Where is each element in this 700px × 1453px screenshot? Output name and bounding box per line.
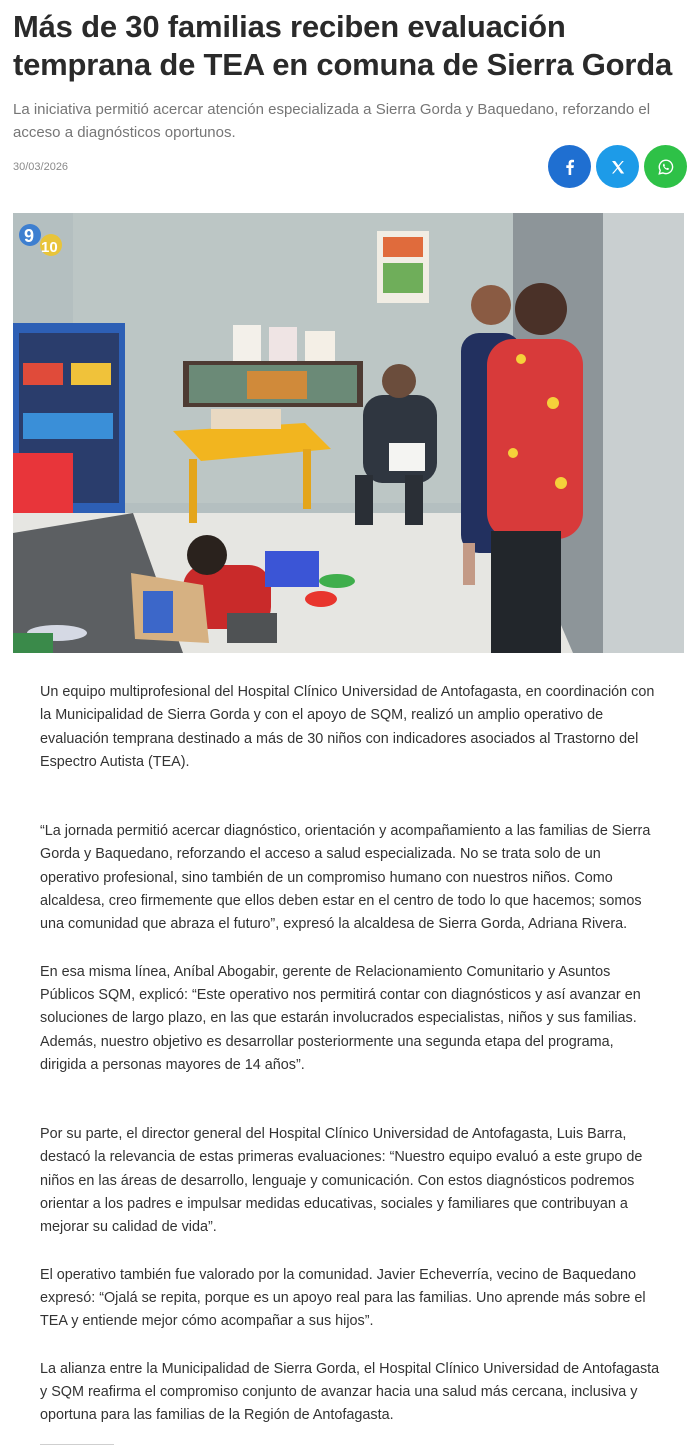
- x-icon: [610, 159, 626, 175]
- share-facebook-button[interactable]: [548, 145, 591, 188]
- article-paragraph: La alianza entre la Municipalidad de Sierra Gorda, el Hospital Clínico Universidad de Antofagasta y SQM reafirma el compromiso conjunto de avanzar hacia una salud más cercana, inclusiva y oportuna para las familias de la Región de Antofagasta.: [40, 1360, 660, 1424]
- photo-therapy-room: [13, 213, 684, 653]
- publish-date: 30/03/2026: [13, 161, 69, 173]
- share-buttons: [548, 145, 687, 188]
- article-paragraph: Un equipo multiprofesional del Hospital Clínico Universidad de Antofagasta, en coordinación con la Municipalidad de Sierra Gorda y con el apoyo de SQM, realizó un amplio operativo de evaluación temprana destinado a más de 30 niños con indicadores asociados al Trastorno del Espectro Autista (TEA).: [40, 684, 655, 770]
- article-paragraph: El operativo también fue valorado por la comunidad. Javier Echeverría, vecino de Baquedano expresó: “Ojalá se repita, porque es un apoyo real para las familias. Uno aprende más sobre el TEA y entiende mejor cómo acompañar a sus hijos”.: [40, 1266, 646, 1330]
- share-x-button[interactable]: [596, 145, 639, 188]
- wall-number-10: 10: [41, 239, 58, 256]
- article-title: Más de 30 familias reciben evaluación temprana de TEA en comuna de Sierra Gorda: [13, 9, 673, 82]
- article-paragraph: “La jornada permitió acercar diagnóstico, orientación y acompañamiento a las familias de Sierra Gorda y Baquedano, reforzando el acceso a salud especializada. No se trata solo de un operativo profesional, sino también de un compromiso humano con nuestros niños. Como alcaldesa, creo firmemente que ellos deben estar en el centro de todo lo que hacemos; somos una comunidad que abraza el futuro”, expresó la alcaldesa de Sierra Gorda, Adriana Rivera.: [40, 823, 651, 933]
- facebook-icon: [562, 159, 578, 175]
- article-header: [13, 8, 687, 144]
- article-paragraph: En esa misma línea, Aníbal Abogabir, gerente de Relacionamiento Comunitario y Asuntos Públicos SQM, explicó: “Este operativo nos permitirá contar con diagnósticos y así avanzar en soluciones de largo plazo, en las que estarán involucrados especialistas, niños y sus familias. Además, nuestro objetivo es desarrollar posteriormente una segunda etapa del programa, dirigida a personas mayores de 14 años”.: [40, 963, 641, 1073]
- share-whatsapp-button[interactable]: [644, 145, 687, 188]
- article-meta: [13, 145, 687, 191]
- article-body: [40, 681, 660, 1451]
- wall-number-9: 9: [24, 226, 35, 246]
- whatsapp-icon: [658, 159, 674, 175]
- article-photo: [13, 213, 684, 653]
- article-subtitle: La iniciativa permitió acercar atención especializada a Sierra Gorda y Baquedano, reforzando el acceso a diagnósticos oportunos.: [13, 101, 651, 141]
- article-end-divider: [40, 1444, 114, 1445]
- article-paragraph: Por su parte, el director general del Hospital Clínico Universidad de Antofagasta, Luis Barra, destacó la relevancia de estas primeras evaluaciones: “Nuestro equipo evaluó a este grupo de niños en las áreas de desarrollo, lenguaje y comunicación. Con estos diagnósticos podremos orientar a los padres e impulsar medidas educativas, sociales y familiares que contribuyan a mejorar su calidad de vida”.: [40, 1126, 643, 1236]
